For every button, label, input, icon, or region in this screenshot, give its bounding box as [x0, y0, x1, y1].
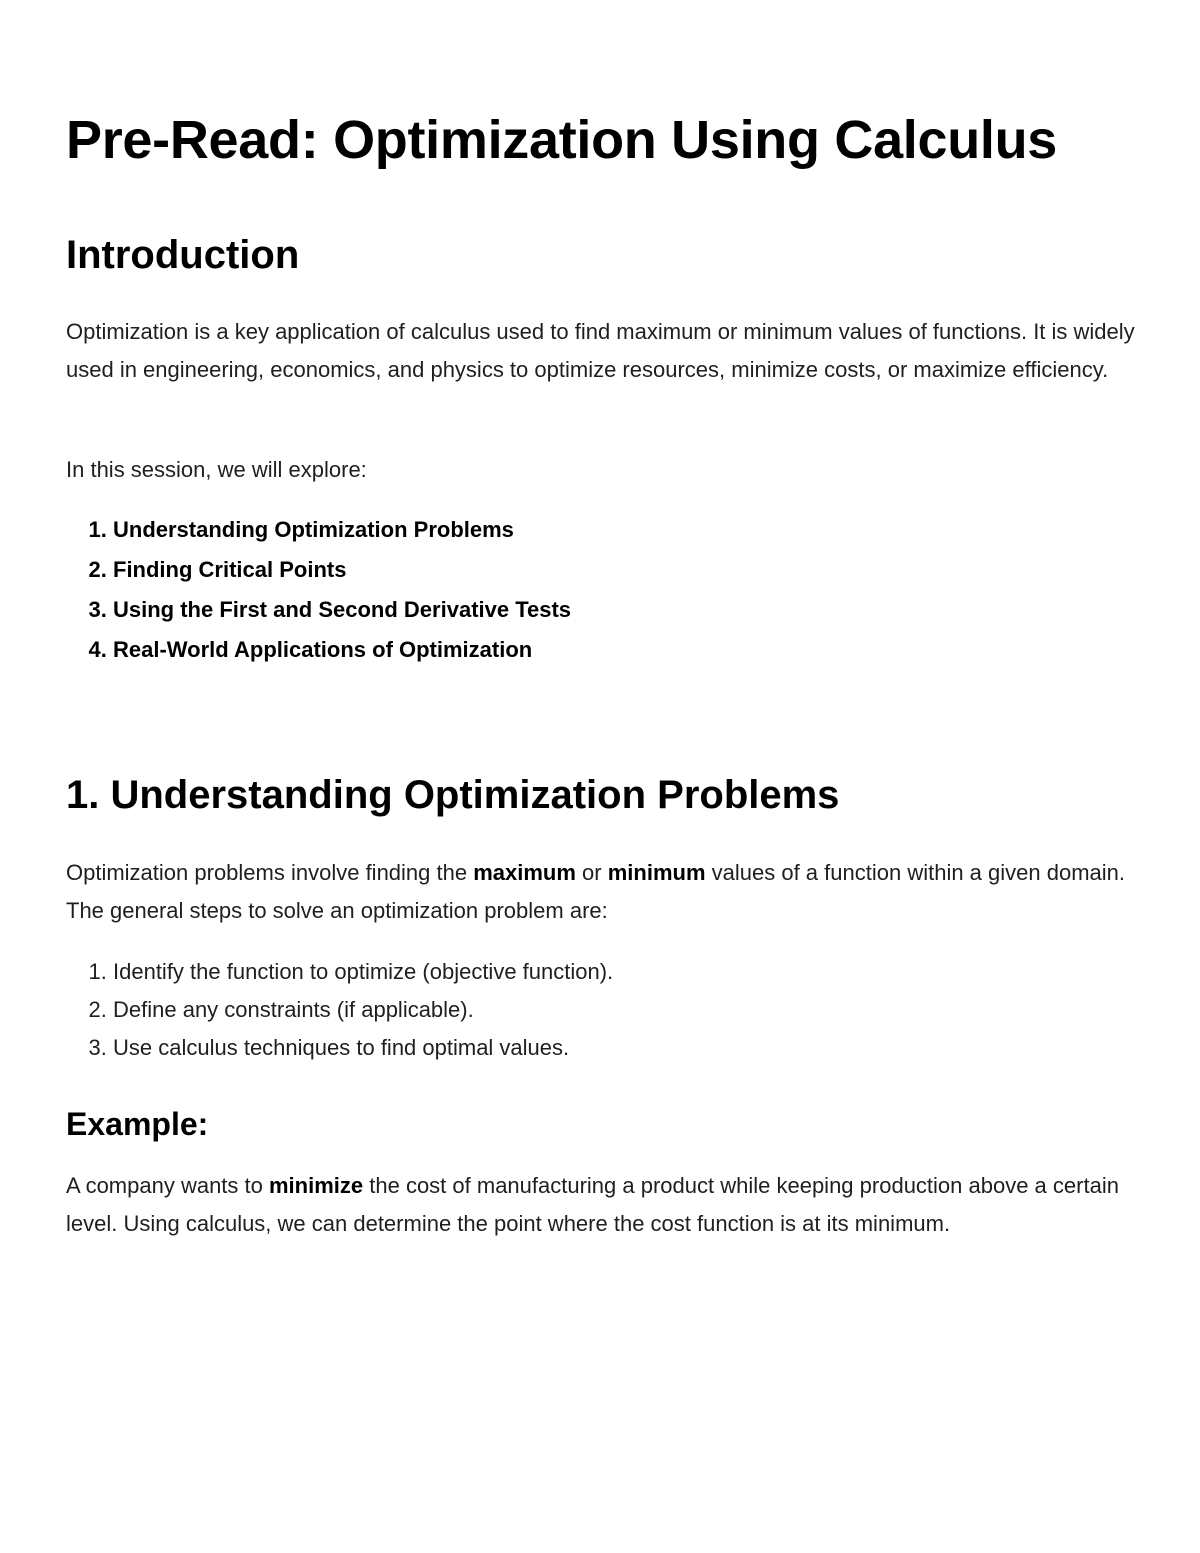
introduction-heading: Introduction — [66, 233, 300, 277]
step-item: 2. Define any constraints (if applicable). — [113, 991, 613, 1029]
section1-text-part2: or — [575, 860, 608, 885]
topic-item: 4. Real-World Applications of Optimization — [113, 630, 571, 670]
section1-text-part3: values of a function within a given domain. The general steps to solve an optimization problem are: — [66, 860, 1126, 923]
steps-list — [66, 953, 613, 1067]
step-item: 1. Identify the function to optimize (objective function). — [113, 953, 613, 991]
example-paragraph — [66, 1167, 1136, 1243]
bold-minimize: minimize — [269, 1173, 364, 1198]
session-intro-text: In this session, we will explore: — [66, 457, 367, 482]
topics-list — [66, 510, 571, 670]
step-item: 3. Use calculus techniques to find optimal values. — [113, 1029, 613, 1067]
example-text-part1: A company wants to — [66, 1173, 269, 1198]
topic-item: 2. Finding Critical Points — [113, 550, 571, 590]
topic-item: 1. Understanding Optimization Problems — [113, 510, 571, 550]
example-heading: Example: — [66, 1106, 209, 1142]
section1-heading: 1. Understanding Optimization Problems — [66, 773, 840, 817]
bold-maximum: maximum — [473, 860, 576, 885]
page-title: Pre-Read: Optimization Using Calculus — [66, 110, 1058, 170]
example-text-part2: the cost of manufacturing a product while keeping production above a certain level. Using calculus, we can determine the point where the cost function is at its minimum. — [66, 1173, 1119, 1236]
topic-item: 3. Using the First and Second Derivative Tests — [113, 590, 571, 630]
section1-text-part1: Optimization problems involve finding the — [66, 860, 474, 885]
introduction-paragraph: Optimization is a key application of calculus used to find maximum or minimum values of functions. It is widely used in engineering, economics, and physics to optimize resources, minimize costs, or maximize efficiency. — [66, 319, 1135, 382]
bold-minimum: minimum — [607, 860, 706, 885]
section1-paragraph — [66, 854, 1136, 930]
